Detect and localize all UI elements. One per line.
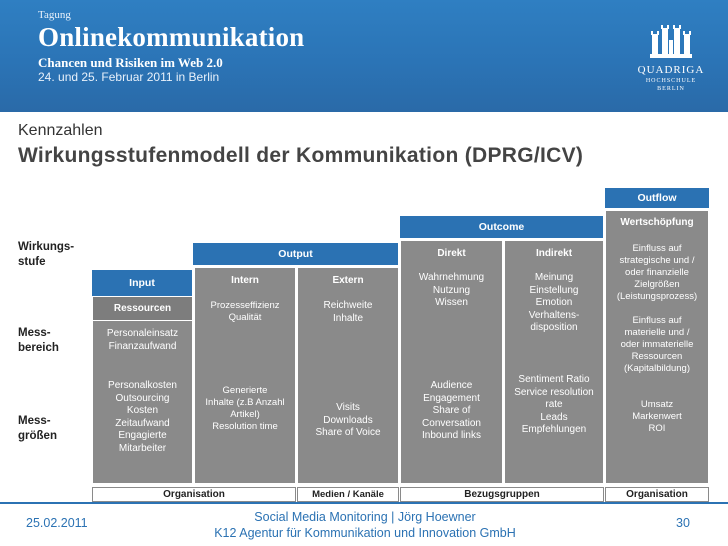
- input-messgroessen: Personalkosten Outsourcing Kosten Zeitaufwand Engagierte Mitarbeiter: [108, 380, 177, 454]
- extern-messgroessen: Visits Downloads Share of Voice: [315, 402, 381, 438]
- row-label-messgroessen: Mess- größen: [18, 415, 57, 442]
- outflow-messbereich-2: Einfluss auf materielle und / oder immaterielle Ressourcen (Kapitalbildung): [620, 315, 694, 374]
- row-label-messbereich: Mess- bereich: [18, 327, 59, 354]
- footer-organisation-right: Organisation: [605, 487, 709, 502]
- extern-messbereich: Reichweite Inhalte: [323, 300, 373, 324]
- logo-line2: HOCHSCHULE: [645, 78, 697, 84]
- slide-credit: Social Media Monitoring | Jörg Hoewner K12 Agentur für Kommunikation und Innovation GmbH: [214, 510, 516, 540]
- footer-divider: [0, 502, 728, 504]
- intern-messbereich: Prozesseffizienz Qualität: [210, 300, 280, 323]
- header-outflow: Outflow: [605, 188, 709, 208]
- indirekt-messgroessen: Sentiment Ratio Service resolution rate Leads Empfehlungen: [514, 374, 594, 435]
- header-output: Output: [193, 243, 398, 265]
- header-banner: [0, 0, 728, 112]
- quadriga-logo: [626, 20, 716, 100]
- footer-bezugsgruppen: Bezugsgruppen: [400, 487, 604, 502]
- extern-title: Extern: [332, 275, 364, 286]
- footer-organisation-left: Organisation: [92, 487, 296, 502]
- logo-name: QUADRIGA: [637, 64, 705, 76]
- banner-kicker: Tagung: [38, 9, 71, 21]
- intern-messgroessen: Generierte Inhalte (z.B Anzahl Artikel) Resolution time: [205, 385, 285, 432]
- outflow-messbereich-1: Einfluss auf strategische und / oder finanzielle Zielgrößen (Leistungsprozess): [616, 243, 698, 302]
- intern-title: Intern: [231, 275, 259, 286]
- castle-icon: [648, 20, 694, 60]
- slide-title: Wirkungsstufenmodell der Kommunikation (DPRG/ICV): [18, 144, 584, 167]
- banner-date: 24. und 25. Februar 2011 in Berlin: [38, 70, 220, 84]
- banner-title: Onlinekommunikation: [38, 22, 305, 52]
- direkt-messbereich: Wahrnehmung Nutzung Wissen: [418, 272, 485, 308]
- outflow-title: Wertschöpfung: [620, 217, 694, 228]
- outflow-messgroessen: Umsatz Markenwert ROI: [632, 399, 682, 434]
- header-input: Input: [92, 270, 192, 296]
- indirekt-title: Indirekt: [535, 248, 573, 259]
- input-ressourcen: Ressourcen: [93, 297, 192, 321]
- direkt-title: Direkt: [437, 248, 466, 259]
- row-label-wirkungsstufe: Wirkungs- stufe: [18, 241, 75, 268]
- footer-medien: Medien / Kanäle: [297, 487, 399, 502]
- direkt-messgroessen: Audience Engagement Share of Conversation Inbound links: [422, 380, 481, 441]
- input-messbereich: Personaleinsatz Finanzaufwand: [106, 328, 179, 352]
- indirekt-messbereich: Meinung Einstellung Emotion Verhaltens- disposition: [528, 272, 580, 333]
- slide-kicker: Kennzahlen: [18, 122, 103, 139]
- header-outcome: Outcome: [400, 216, 603, 238]
- page-number: 30: [676, 516, 690, 530]
- slide-date: 25.02.2011: [26, 516, 88, 530]
- logo-line3: BERLIN: [657, 86, 685, 92]
- banner-subtitle: Chancen und Risiken im Web 2.0: [38, 55, 223, 70]
